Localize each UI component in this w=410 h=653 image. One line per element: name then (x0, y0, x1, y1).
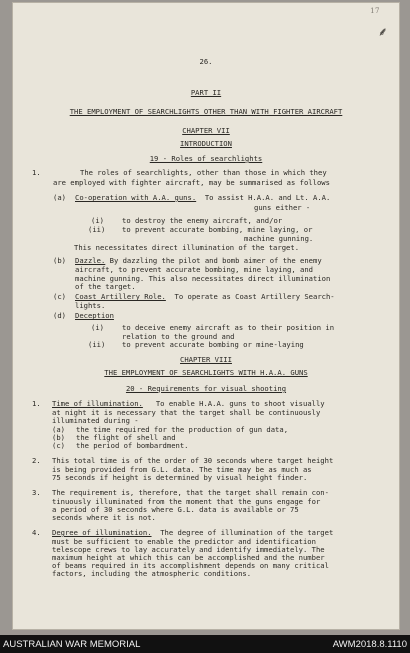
paragraph-number: 3. (32, 488, 41, 497)
part-heading: PART II (190, 88, 222, 97)
paragraph-line: This total time is of the order of 30 seconds where target height (52, 456, 334, 465)
chapter-heading: CHAPTER VIII (180, 355, 232, 364)
paragraph-line: at night it is necessary that the target shall be continuously (52, 408, 321, 417)
chapter-heading: CHAPTER VII (182, 126, 230, 135)
list-label: (d) (53, 311, 66, 320)
list-item-title: Deception (75, 311, 114, 320)
list-item-line: guns either - (254, 203, 311, 212)
paragraph-line: The requirement is, therefore, that the target shall remain con- (52, 488, 329, 497)
list-item-title: Coast Artillery Role. To operate as Coast Artillery Search- (75, 292, 335, 301)
sublist-text: to deceive enemy aircraft as to their position in (122, 323, 335, 332)
paragraph-number: 1. (32, 399, 41, 408)
list-label: (c) (53, 292, 66, 301)
footer-source: AUSTRALIAN WAR MEMORIAL (3, 639, 141, 650)
paragraph-line: The roles of searchlights, other than those in which they (80, 168, 327, 177)
sublist-label: (b) (52, 433, 65, 442)
paragraph-number: 2. (32, 456, 41, 465)
section-heading: 20 - Requirements for visual shooting (125, 384, 287, 393)
sublist-text: to prevent accurate bombing or mine-laying (122, 340, 304, 349)
paragraph-line: maximum height at which this can be accomplished and the number (52, 553, 325, 562)
paragraph-line: must be sufficient to enable the predictor and identification (52, 537, 316, 546)
sublist-text: the flight of shell and (76, 433, 176, 442)
list-item-line: aircraft, to prevent accurate bombing, mine laying, and (75, 265, 313, 274)
part-title: THE EMPLOYMENT OF SEARCHLIGHTS OTHER THAN WITH FIGHTER AIRCRAFT (69, 107, 343, 116)
paragraph-title: Time of illumination. To enable H.A.A. guns to shoot visually (52, 399, 325, 408)
sublist-label: (ii) (88, 340, 106, 349)
paragraph-line: illuminated during - (52, 416, 139, 425)
paragraph-number: 4. (32, 528, 41, 537)
paragraph-line: of beams required in its accomplishment depends on many critical (52, 561, 329, 570)
paragraph-line: tinuously illuminated from the moment that the guns engage for (52, 497, 321, 506)
list-item-title: Co-operation with A.A. guns. To assist H.A.A. and Lt. A.A. (75, 193, 331, 202)
sublist-text: the period of bombardment. (76, 441, 189, 450)
handwritten-mark: ⸙ (377, 24, 389, 41)
list-label: (b) (53, 256, 66, 265)
paragraph-line: factors, including the atmospheric conditions. (52, 569, 252, 578)
chapter-title: INTRODUCTION (180, 139, 232, 148)
sublist-label: (c) (52, 441, 65, 450)
page-number: 26. (199, 57, 213, 66)
sublist-text: relation to the ground and (122, 332, 235, 341)
document-page (12, 2, 400, 630)
paragraph-number: 1. (32, 168, 41, 177)
footer-catalog-id: AWM2018.8.1110 (332, 639, 407, 650)
sublist-label: (i) (91, 323, 104, 332)
paragraph-line: is being provided from G.L. data. The time may be as much as (52, 465, 312, 474)
list-item-line: of the target. (75, 282, 136, 291)
list-item-line: lights. (75, 301, 106, 310)
sublist-label: (i) (91, 216, 104, 225)
list-item-line: This necessitates direct illumination of the target. (74, 243, 300, 252)
sublist-label: (a) (52, 425, 65, 434)
sublist-text: to destroy the enemy aircraft, and/or (122, 216, 283, 225)
sublist-label: (ii) (88, 225, 106, 234)
paragraph-line: telescope crews to lay accurately and identify immediately. The (52, 545, 325, 554)
paragraph-line: are employed with fighter aircraft, may be summarised as follows (53, 178, 330, 187)
sublist-text: machine gunning. (244, 234, 314, 243)
list-item-title: Dazzle. By dazzling the pilot and bomb aimer of the enemy (75, 256, 322, 265)
paragraph-line: seconds where it is not. (52, 513, 156, 522)
paragraph-title: Degree of illumination. The degree of illumination of the target (52, 528, 334, 537)
list-label: (a) (53, 193, 66, 202)
sublist-text: to prevent accurate bombing, mine laying, or (122, 225, 313, 234)
paragraph-line: a period of 30 seconds where G.L. data is available or 75 (52, 505, 299, 514)
archive-page-number: 17 (370, 7, 380, 15)
sublist-text: the time required for the production of gun data, (76, 425, 289, 434)
chapter-title: THE EMPLOYMENT OF SEARCHLIGHTS WITH H.A.A. GUNS (104, 368, 308, 377)
list-item-line: machine gunning. This also necessitates direct illumination (75, 274, 331, 283)
archive-footer (0, 635, 410, 653)
paragraph-line: 75 seconds if height is determined by visual height finder. (52, 473, 308, 482)
section-heading: 19 - Roles of searchlights (149, 154, 263, 163)
